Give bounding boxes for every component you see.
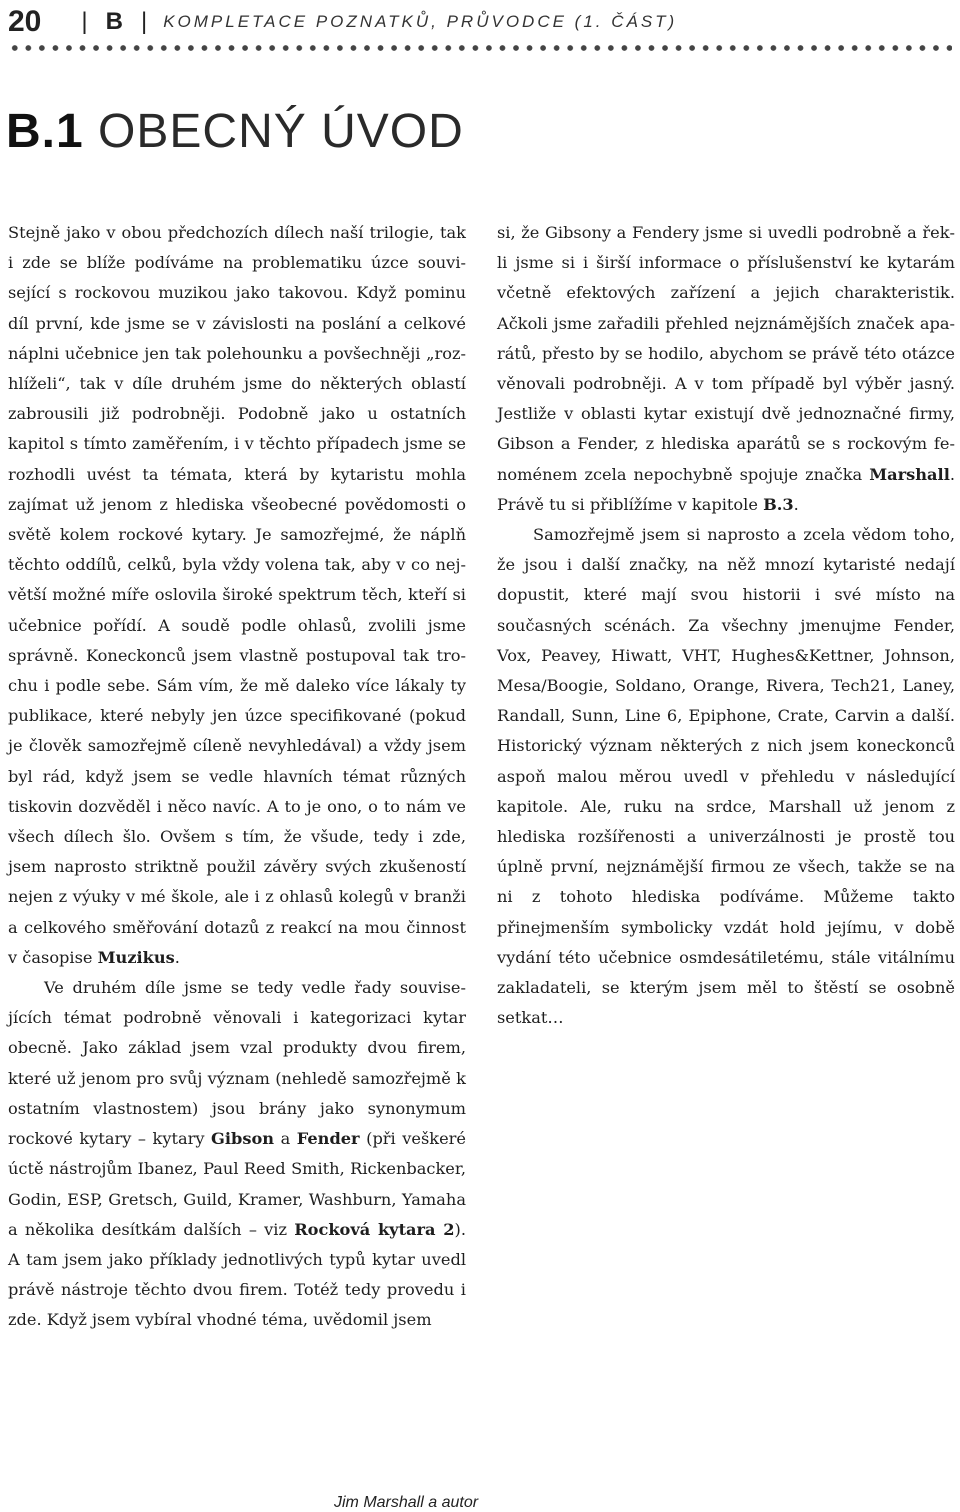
paragraph xyxy=(8,218,466,973)
running-header xyxy=(8,2,952,42)
dotted-divider xyxy=(8,44,952,52)
chapter-title xyxy=(6,104,464,159)
photo-caption: Jim Marshall a autor xyxy=(334,1494,479,1511)
emphasis-marshall: Marshall xyxy=(869,464,950,484)
emphasis-gibson: Gibson xyxy=(211,1129,275,1149)
paragraph-text: si, že Gibsony a Fendery jsme si uvedli podrobně a řekli jsme si i širší informace o příslušenství ke kytarám včetně efektových zařízení a jejich charakteristik. Ačkoli jsme zařadili přehled nejznámějších značek aparátů, přesto by se hodilo, abychom se právě této otázce věnovali podrobněji. A v tom případě byl výběr jasný. Jestliže v oblasti kytar existují dvě jednoznačné firmy, Gibson a Fender, z hlediska aparátů se s rockovým fenoménem zcela nepochybně spojuje značka xyxy=(497,223,955,484)
paragraph-text: a xyxy=(274,1129,297,1149)
paragraph-text: Stejně jako v obou předchozích dílech naší trilogie, tak i zde se blíže podíváme na problematiku úzce související s rockovou muzikou jako takovou. Když pominu díl první, kde jsme se v závislosti na poslání a celkové náplni učebnice jen tak polehounku a povšechněji „rozhlíželi“, tak v díle druhém jsme do některých oblastí zabrousili již podrobněji. Podobně jako u ostatních kapitol s tímto zaměřením, i v těchto případech jsme se rozhodli uvést ta témata, která by kytaristu mohla zajímat už jenom z hlediska všeobecné povědomosti o světě kolem rockové kytary. Je samozřejmé, že náplň těchto oddílů, celků, byla vždy volena tak, aby v co největší možné míře oslovila široké spektrum těch, kteří si učebnice pořídí. A soudě podle ohlasů, zvolili jsme správně. Koneckonců jsem vlastně postupoval tak trochu i podle sebe. Sám vím, že mě daleko více lákaly ty publikace, které nebyly jen úzce specifikované (pokud je člověk samozřejmě cíleně nevyhledával) a vždy jsem byl rád, když jsem se vedle hlavních témat různých tiskovin dozvěděl i něco navíc. A to je ono, o to nám ve všech dílech šlo. Ovšem s tím, že všude, tedy i zde, jsem naprosto striktně použil závěry svých zkušeností nejen z výuky v mé škole, ale i z ohlasů kolegů v branži a celkového směřování dotazů z reakcí na mou činnost v časopise xyxy=(8,223,466,967)
emphasis-muzikus: Muzikus xyxy=(97,947,175,967)
paragraph xyxy=(497,218,955,520)
section-title: KOMPLETACE POZNATKŮ, PRŮVODCE (1. ČÁST) xyxy=(163,12,678,31)
header-separator-left: | xyxy=(81,8,88,35)
emphasis-fender: Fender xyxy=(296,1129,360,1149)
chapter-number: B.1 xyxy=(6,105,84,158)
left-column xyxy=(8,218,466,1336)
emphasis-rockova-kytara: Rocková kytara 2 xyxy=(294,1219,455,1239)
header-separator-right: | xyxy=(140,8,148,35)
right-column xyxy=(497,218,955,1033)
page-number: 20 xyxy=(8,5,42,38)
paragraph-text: (při veškeré úctě nástrojům Ibanez, Paul Reed Smith, Rickenbacker, Godin, ESP, Gretsch, Guild, Kramer, Washburn, Yamaha a několika desítkám dalších – viz xyxy=(8,1129,466,1239)
paragraph xyxy=(8,973,466,1335)
paragraph: Samozřejmě jsem si naprosto a zcela vědom toho, že jsou i další značky, na něž mnozí kytaristé nedají dopustit, které mají svou historii i své místo na současných scénách. Za všechny jmenujme Fender, Vox, Peavey, Hiwatt, VHT, Hughes&Kettner, Johnson, Mesa/Boogie, Soldano, Orange, Rivera, Tech21, Laney, Randall, Sunn, Line 6, Epiphone, Crate, Carvin a další. Historický význam některých z nich jsem koneckonců aspoň malou měrou uvedl v přehledu v následující kapitole. Ale, ruku na srdce, Marshall už jenom z hlediska rozšířenosti a univerzálnosti je prostě tou úplně první, nejznámější firmou ze všech, takže se na ni z tohoto hlediska podíváme. Můžeme takto přinejmenším symbolicky vzdát hold jejímu, v době vydání této učebnice osmdesátiletému, stále vitálnímu zakladateli, se kterým jsem měl to štěstí se osobně setkat… xyxy=(497,525,955,1028)
section-letter: B xyxy=(105,8,123,35)
chapter-heading: OBECNÝ ÚVOD xyxy=(98,105,464,158)
emphasis-chapter-ref: B.3 xyxy=(763,494,794,514)
paragraph-text: . xyxy=(174,947,180,967)
paragraph-text: . Právě tu si přiblížíme v kapitole xyxy=(497,464,955,514)
paragraph-text: ). A tam jsem jako příklady jednotlivých typů kytar uvedl právě nástroje těchto dvou firem. Totéž tedy provedu i zde. Když jsem vybíral vhodné téma, uvědomil jsem xyxy=(8,1219,466,1330)
paragraph-text: Ve druhém díle jsme se tedy vedle řady souvisejících témat podrobně věnovali i kategorizaci kytar obecně. Jako základ jsem vzal produkty dvou firem, které už jenom pro svůj význam (nehledě samozřejmě k ostatním vlastnostem) jsou brány jako synonymum rockové kytary – kytary xyxy=(8,978,466,1149)
paragraph-text: . xyxy=(793,494,799,514)
